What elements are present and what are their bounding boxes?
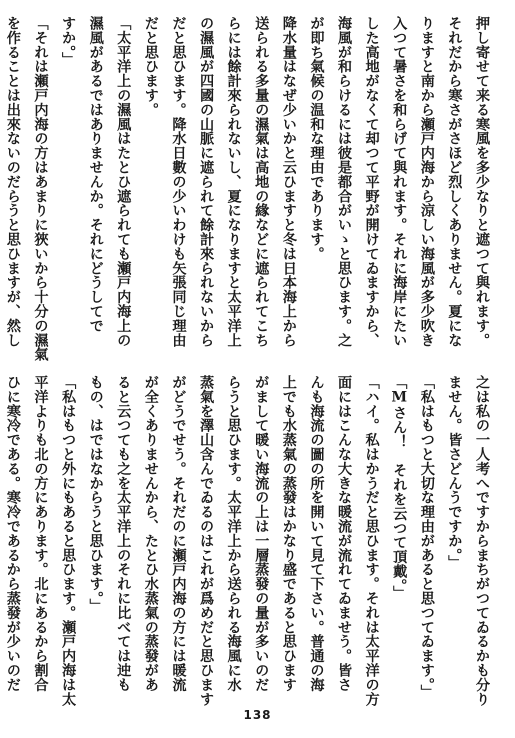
text-line: らうと思ひます。太平洋上から送られる海風に水 <box>225 375 242 692</box>
text-line: がまして暖い海流の上は一層蒸發の量が多いのだ <box>253 375 270 692</box>
text-line: を作ることは出來ないのだらうと思ひますが、然し <box>4 16 21 348</box>
text-line: 海風が和らけるには彼是都合がいゝと思ひます。之 <box>336 16 353 348</box>
text-line: 「私はもつと大切な理由があると思つてゐます。」 <box>418 375 435 700</box>
text-line: 「私はもつと外にもあると思ひます。瀬戸内海は太 <box>60 375 77 707</box>
text-line: 平洋よりも北の方にあります。北にあるから割合 <box>32 375 49 692</box>
text-line: が全くありませんから、たとひ水蒸氣の蒸發があ <box>142 375 159 692</box>
text-line: らには餘計來られないし、夏になりますと太平洋上 <box>225 16 242 348</box>
text-line: すか。」 <box>60 16 77 67</box>
text-line: んも海流の圖の所を開いて見て下さい。普通の海 <box>308 375 325 692</box>
text-line: 送られる多量の濕氣は高地の緣などに遮られてこち <box>253 16 270 348</box>
text-line: 蒸氣を澤山含んでゐるのはこれが爲めだと思ひます <box>198 375 215 707</box>
text-line: が即ち氣候の温和な理由であります。 <box>308 16 325 261</box>
text-line: 之は私の一人考へですからまちがつてゐるかも分り <box>474 375 490 707</box>
lower-text-block <box>4 375 495 707</box>
text-line: ひに寒冷である。寒冷であるから蒸發が少いのだ <box>4 375 21 692</box>
upper-text-block <box>4 16 495 362</box>
text-line: ません。皆さどんうですか。」 <box>446 375 463 570</box>
text-line: 面にはこんな大きな暖流が流れてゐませう。皆さ <box>336 375 353 692</box>
text-line: した高地がなくて却つて平野が開けてゐますから、 <box>363 16 380 348</box>
text-line: 「それは瀬戸内海の方はあまりに狹いから十分の濕氣 <box>32 16 49 362</box>
text-line: 降水量はなぜ少いかと云ひますと冬は日本海上から <box>280 16 297 348</box>
text-line: の濕風が四國の山脈に遮られて餘計來られないから <box>198 16 215 348</box>
text-line: 押し寄せて来る寒風を多少なりと遮つて與れます。 <box>474 16 490 348</box>
text-line: だと思ひます。降水日數の少いわけも矢張同じ理由 <box>170 16 187 348</box>
text-line: 上でも水蒸氣の蒸發はかなり盛であると思ひます <box>280 375 297 692</box>
text-line: 「ハイ。私はかうだと思ひます。それは太平洋の方 <box>363 375 380 707</box>
text-line: それだから寒さがさほど烈しくありません。夏にな <box>446 16 463 348</box>
text-line: 「Mさん！ それを云つて頂戴。」 <box>391 375 408 601</box>
text-line: りますと南から瀬戸内海から涼しい海風が多少吹き <box>418 16 435 348</box>
text-line: だと思ひます。 <box>142 16 159 117</box>
text-line: もの、はではなからうと思ひます。」 <box>87 375 104 613</box>
text-line: 「太平洋上の濕風はたとひ遮られても瀬戸内海上の <box>115 16 132 348</box>
text-line: がどうでせう。それだのに瀬戸内海の方には暖流 <box>170 375 187 692</box>
page-number: 138 <box>243 708 272 722</box>
text-line: 濕風があるではありませんか。それにどうしてで <box>87 16 104 333</box>
text-line: ると云つても之を太平洋上のそれに比べては迚も <box>115 375 132 692</box>
text-line: 入つて暑さを和らげて與れます。それに海岸にたい <box>391 16 408 348</box>
